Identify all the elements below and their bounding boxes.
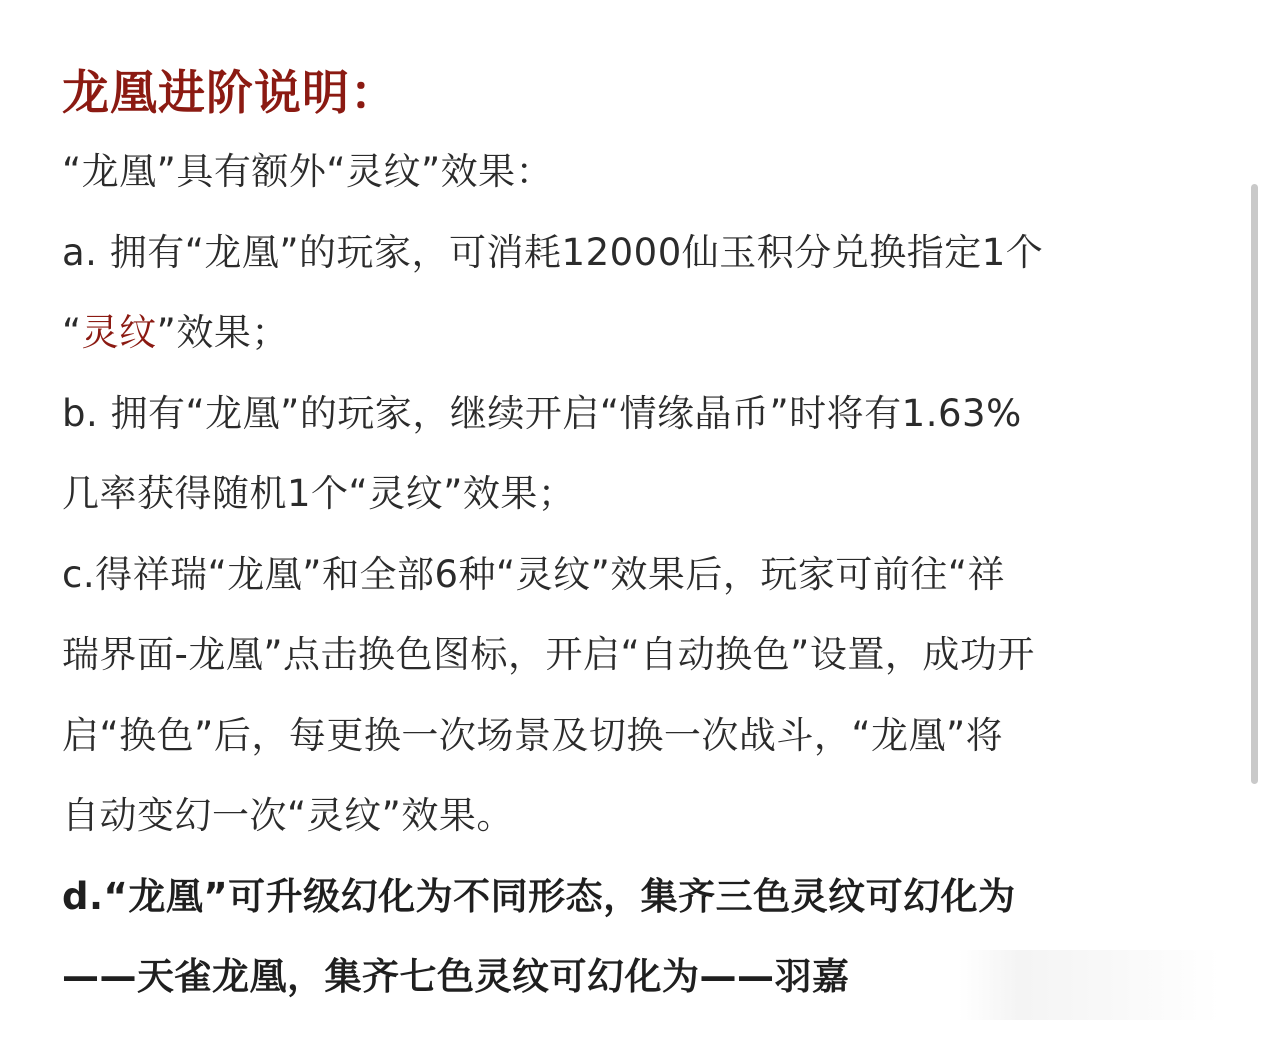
paragraph-b-line2: 几率获得随机1个“灵纹”效果； [62, 472, 576, 515]
paragraph-b-line1: b. 拥有“龙凰”的玩家，继续开启“情缘晶币”时将有1.63% [62, 391, 1022, 435]
paragraph-a-line2 [62, 293, 1212, 374]
paragraph-intro: “龙凰”具有额外“灵纹”效果： [62, 150, 554, 193]
page-title: 龙凰进阶说明： [62, 66, 398, 121]
text-fade-overlay [900, 950, 1030, 1020]
quote-open: “ [62, 311, 82, 354]
paragraph-d-line1: d.“龙凰”可升级幻化为不同形态，集齐三色灵纹可幻化为 [62, 874, 1016, 918]
text-fade-tail [1020, 950, 1220, 1020]
paragraph-c-line2: 瑞界面-龙凰”点击换色图标，开启“自动换色”设置，成功开 [62, 633, 1035, 676]
paragraph-c-line3: 启“换色”后，每更换一次场景及切换一次战斗，“龙凰”将 [62, 713, 1004, 757]
paragraph-a-line1: a. 拥有“龙凰”的玩家，可消耗12000仙玉积分兑换指定1个 [62, 230, 1044, 274]
highlight-lingwen: 灵纹 [81, 311, 157, 354]
paragraph-d-line2: ——天雀龙凰，集齐七色灵纹可幻化为——羽嘉 [62, 955, 850, 998]
scrollbar-thumb[interactable] [1251, 184, 1258, 784]
paragraph-a-tail: ”效果； [156, 311, 289, 354]
paragraph-c-line1: c.得祥瑞“龙凰”和全部6种“灵纹”效果后，玩家可前往“祥 [62, 552, 1005, 596]
paragraph-c-line4: 自动变幻一次“灵纹”效果。 [62, 794, 514, 837]
article [62, 58, 1212, 1018]
